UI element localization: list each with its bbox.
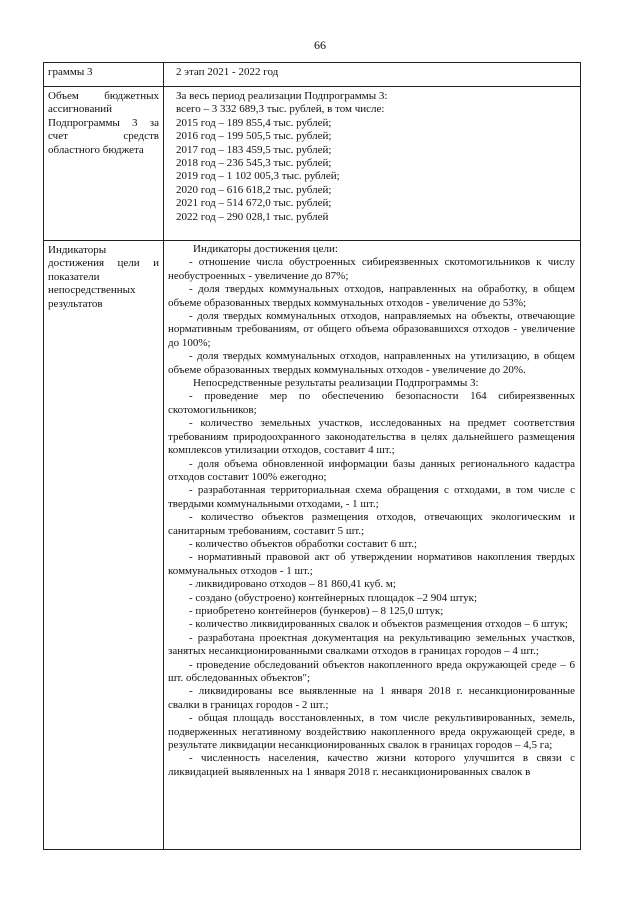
direct-result-item: - ликвидированы все выявленные на 1 января 2018 г. несанкционированные свалки в границах городов - 2 шт.; (168, 685, 575, 712)
funding-line: 2016 год – 199 505,5 тыс. рублей; (176, 130, 332, 143)
direct-result-item: - проведение обследований объектов накопленного вреда окружающей среде – 6 шт. обследованных объектов"; (168, 659, 575, 686)
goal-indicator-item: - доля твердых коммунальных отходов, направленных на утилизацию, в общем объеме образованных твердых коммунальных отходов - увеличение до 20%. (168, 350, 575, 377)
direct-result-item: - создано (обустроено) контейнерных площадок –2 904 штук; (168, 592, 575, 605)
direct-result-item: - численность населения, качество жизни которого улучшится в связи с ликвидацией выявленных на 1 января 2018 г. несанкционированных свалок в (168, 752, 575, 779)
direct-result-item: - разработанная территориальная схема обращения с отходами, в том числе с твердыми коммунальными отходами, - 1 шт.; (168, 484, 575, 511)
funding-line: 2022 год – 290 028,1 тыс. рублей (176, 210, 329, 223)
funding-line: 2017 год – 183 459,5 тыс. рублей; (176, 143, 332, 156)
direct-result-item: - проведение мер по обеспечению безопасности 164 сибиреязвенных скотомогильников; (168, 390, 575, 417)
funding-line: 2020 год – 616 618,2 тыс. рублей; (176, 183, 332, 196)
subprogram-passport-table (43, 62, 581, 850)
funding-line: 2019 год – 1 102 005,3 тыс. рублей; (176, 170, 340, 183)
direct-results-heading: Непосредственные результаты реализации Подпрограммы 3: (193, 377, 479, 390)
indicators-row (44, 241, 581, 850)
direct-result-item: - количество объектов обработки составит 6 шт.; (168, 538, 575, 551)
stages-label: граммы 3 (44, 63, 164, 87)
indicators-content (164, 241, 581, 850)
direct-result-item: - ликвидировано отходов – 81 860,41 куб. м; (168, 578, 575, 591)
funding-line: всего – 3 332 689,3 тыс. рублей, в том числе: (176, 103, 385, 116)
goal-indicator-item: - отношение числа обустроенных сибиреязвенных скотомогильников к числу необустроенных - увеличение до 87%; (168, 256, 575, 283)
direct-result-item: - нормативный правовой акт об утверждении нормативов накопления твердых коммунальных отходов - 1 шт.; (168, 551, 575, 578)
funding-line: 2018 год – 236 545,3 тыс. рублей; (176, 157, 332, 170)
direct-result-item: - приобретено контейнеров (бункеров) – 8 125,0 штук; (168, 605, 575, 618)
direct-result-item: - количество земельных участков, исследованных на предмет соответствия требованиям природоохранного законодательства в целях дальнейшего размещения комплексов утилизации отходов, составит 4 шт.; (168, 417, 575, 457)
stages-row (44, 63, 581, 87)
direct-result-item: - количество ликвидированных свалок и объектов размещения отходов – 6 штук; (168, 618, 575, 631)
funding-line: 2015 год – 189 855,4 тыс. рублей; (176, 116, 332, 129)
direct-result-item: - общая площадь восстановленных, в том числе рекультивированных, земель, подверженных негативному воздействию накопленного вреда окружающей среде, в результате ликвидации несанкционированных свалок в границах городов – 4,5 га; (168, 712, 575, 752)
funding-row (44, 87, 581, 241)
funding-details (164, 87, 581, 241)
page-number: 66 (314, 38, 326, 52)
direct-result-item: - доля объема обновленной информации базы данных регионального кадастра отходов составит 100% ежегодно; (168, 458, 575, 485)
goal-indicator-item: - доля твердых коммунальных отходов, направленных на обработку, в общем объеме образованных твердых коммунальных отходов - увеличение до 53%; (168, 283, 575, 310)
indicators-label: Индикаторы достижения цели и показатели непосредственных результатов (44, 241, 164, 850)
goal-indicators-heading: Индикаторы достижения цели: (193, 243, 338, 255)
funding-line: 2021 год – 514 672,0 тыс. рублей; (176, 197, 332, 210)
direct-result-item: - разработана проектная документация на рекультивацию земельных участков, занятых несанкционированными свалками отходов в границах городов – 4 шт.; (168, 632, 575, 659)
funding-label: Объем бюджетных ассигнований Подпрограммы 3 за счет средств областного бюджета (44, 87, 164, 241)
direct-result-item: - количество объектов размещения отходов, отвечающих экологическим и санитарным требованиям, составит 5 шт.; (168, 511, 575, 538)
funding-line: За весь период реализации Подпрограммы 3: (176, 90, 388, 102)
goal-indicator-item: - доля твердых коммунальных отходов, направляемых на объекты, отвечающие нормативным требованиям, от общего объема образовавшихся отходов - увеличение до 100%; (168, 310, 575, 350)
stages-value: 2 этап 2021 - 2022 год (164, 63, 581, 87)
